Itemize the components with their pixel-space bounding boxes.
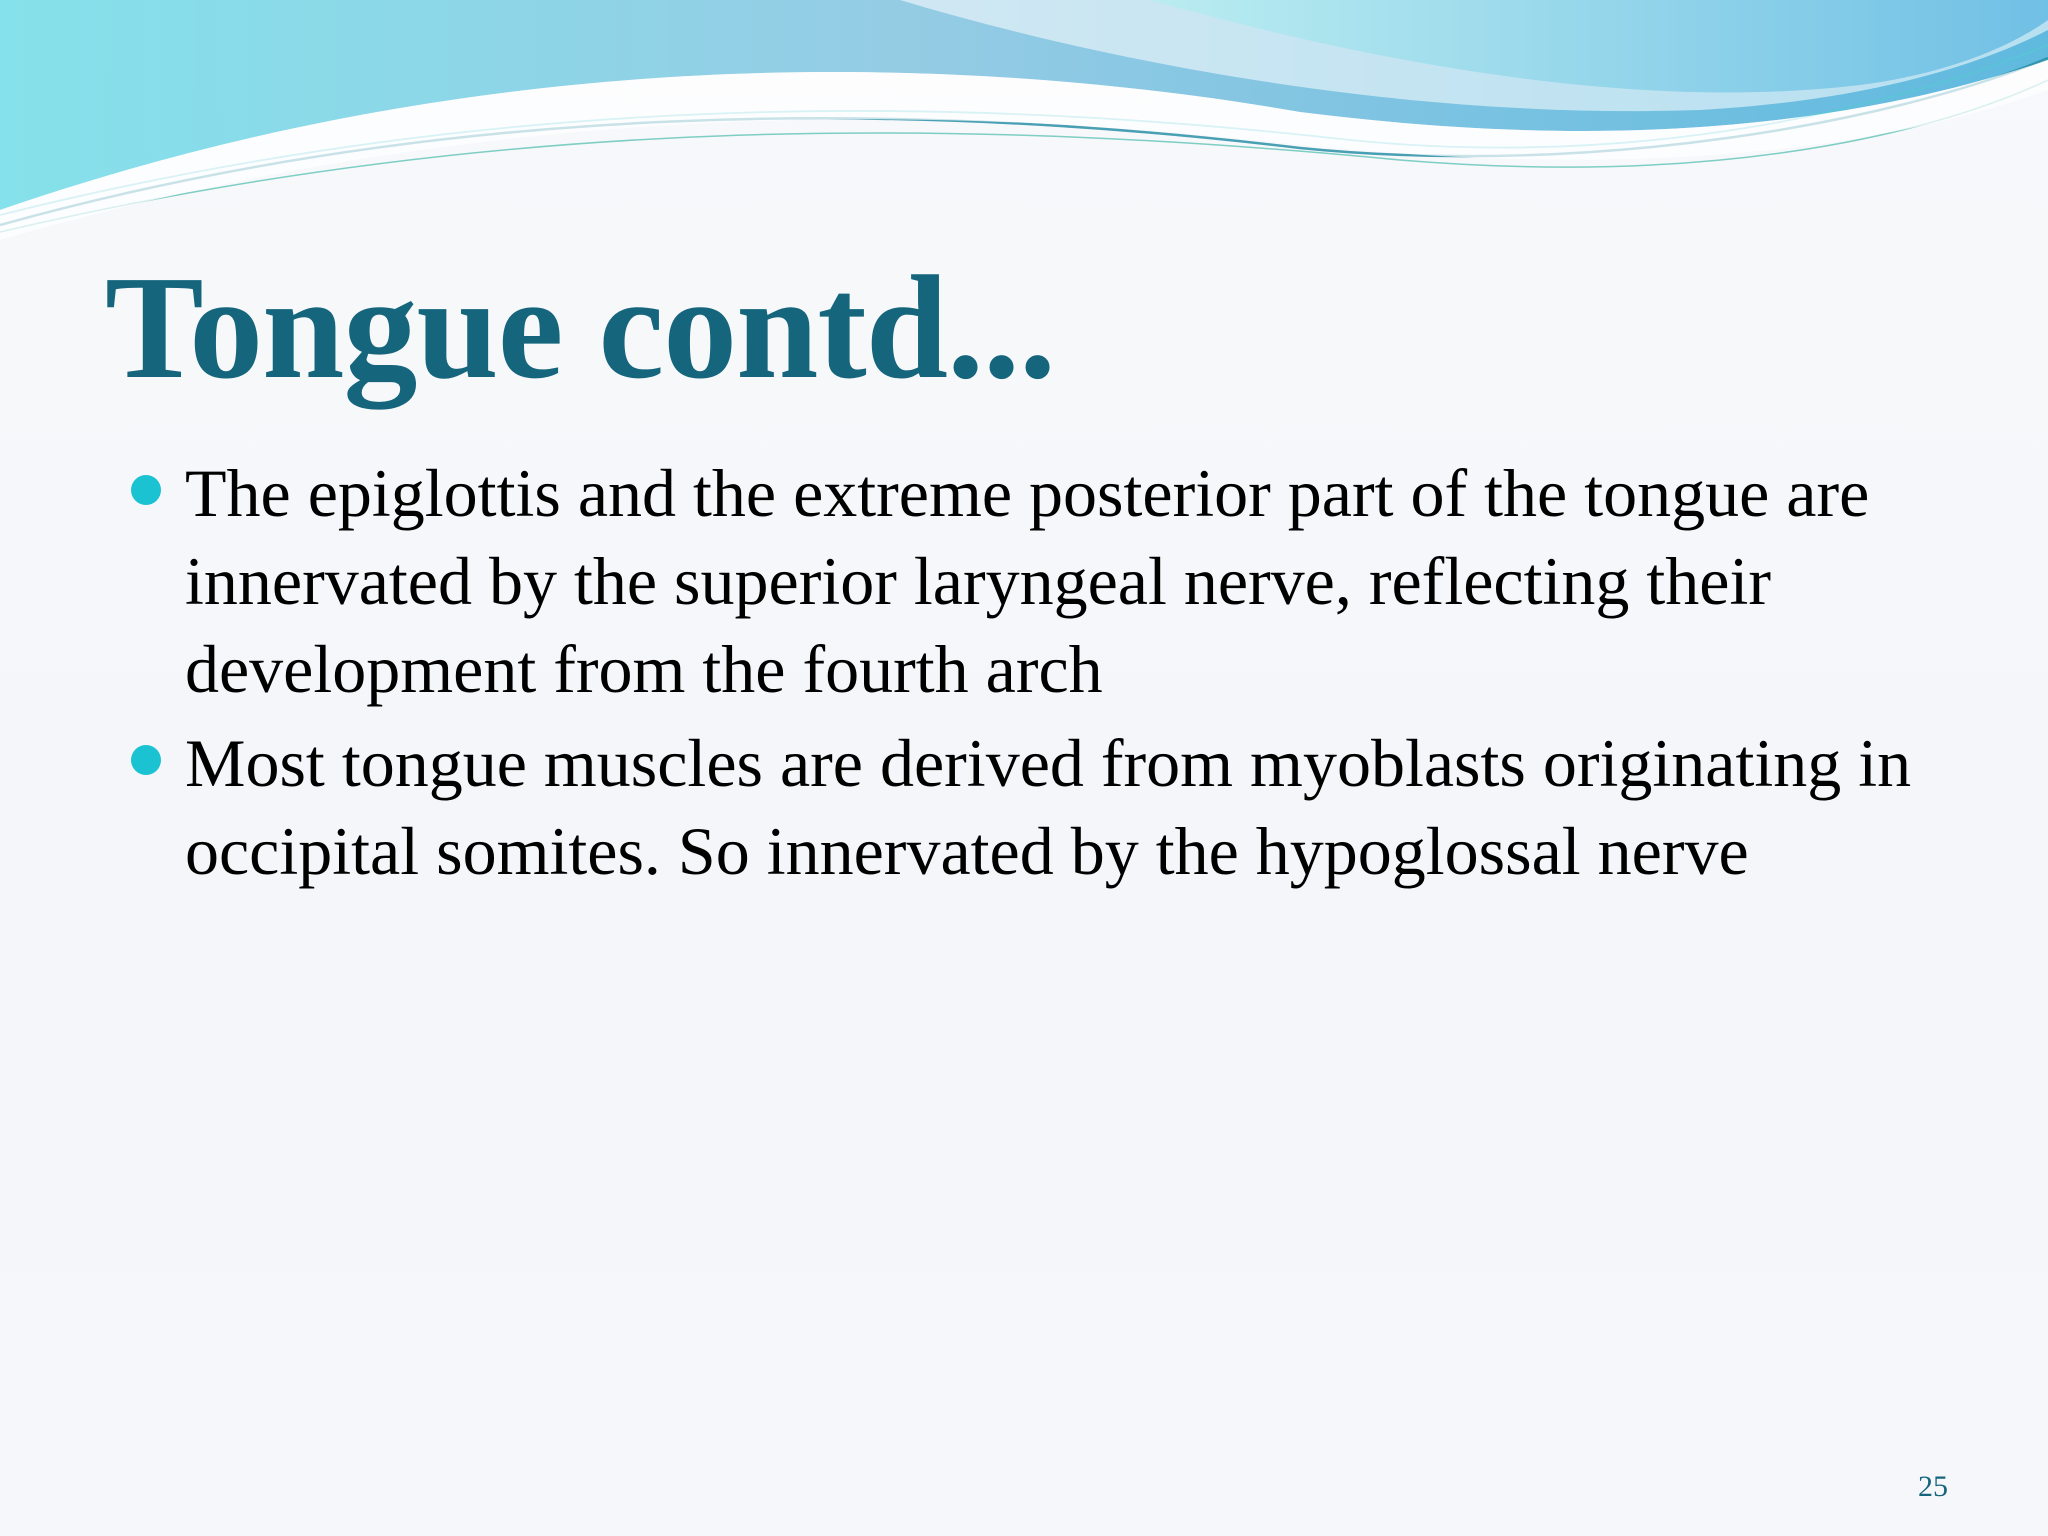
slide-title: Tongue contd...	[105, 246, 1056, 410]
bullet-item	[185, 449, 1985, 713]
bullet-dot-icon	[131, 745, 161, 775]
bullet-text: Most tongue muscles are derived from myoblasts originating in occipital somites. So innervated by the hypoglossal nerve	[185, 725, 1912, 889]
bullet-item	[185, 719, 1985, 895]
bullet-list	[185, 449, 1985, 901]
header-wave-decoration	[0, 0, 2048, 240]
bullet-text: The epiglottis and the extreme posterior part of the tongue are innervated by the superior laryngeal nerve, reflecting their development from the fourth arch	[185, 455, 1870, 707]
bullet-dot-icon	[131, 475, 161, 505]
page-number: 25	[1918, 1470, 1948, 1503]
